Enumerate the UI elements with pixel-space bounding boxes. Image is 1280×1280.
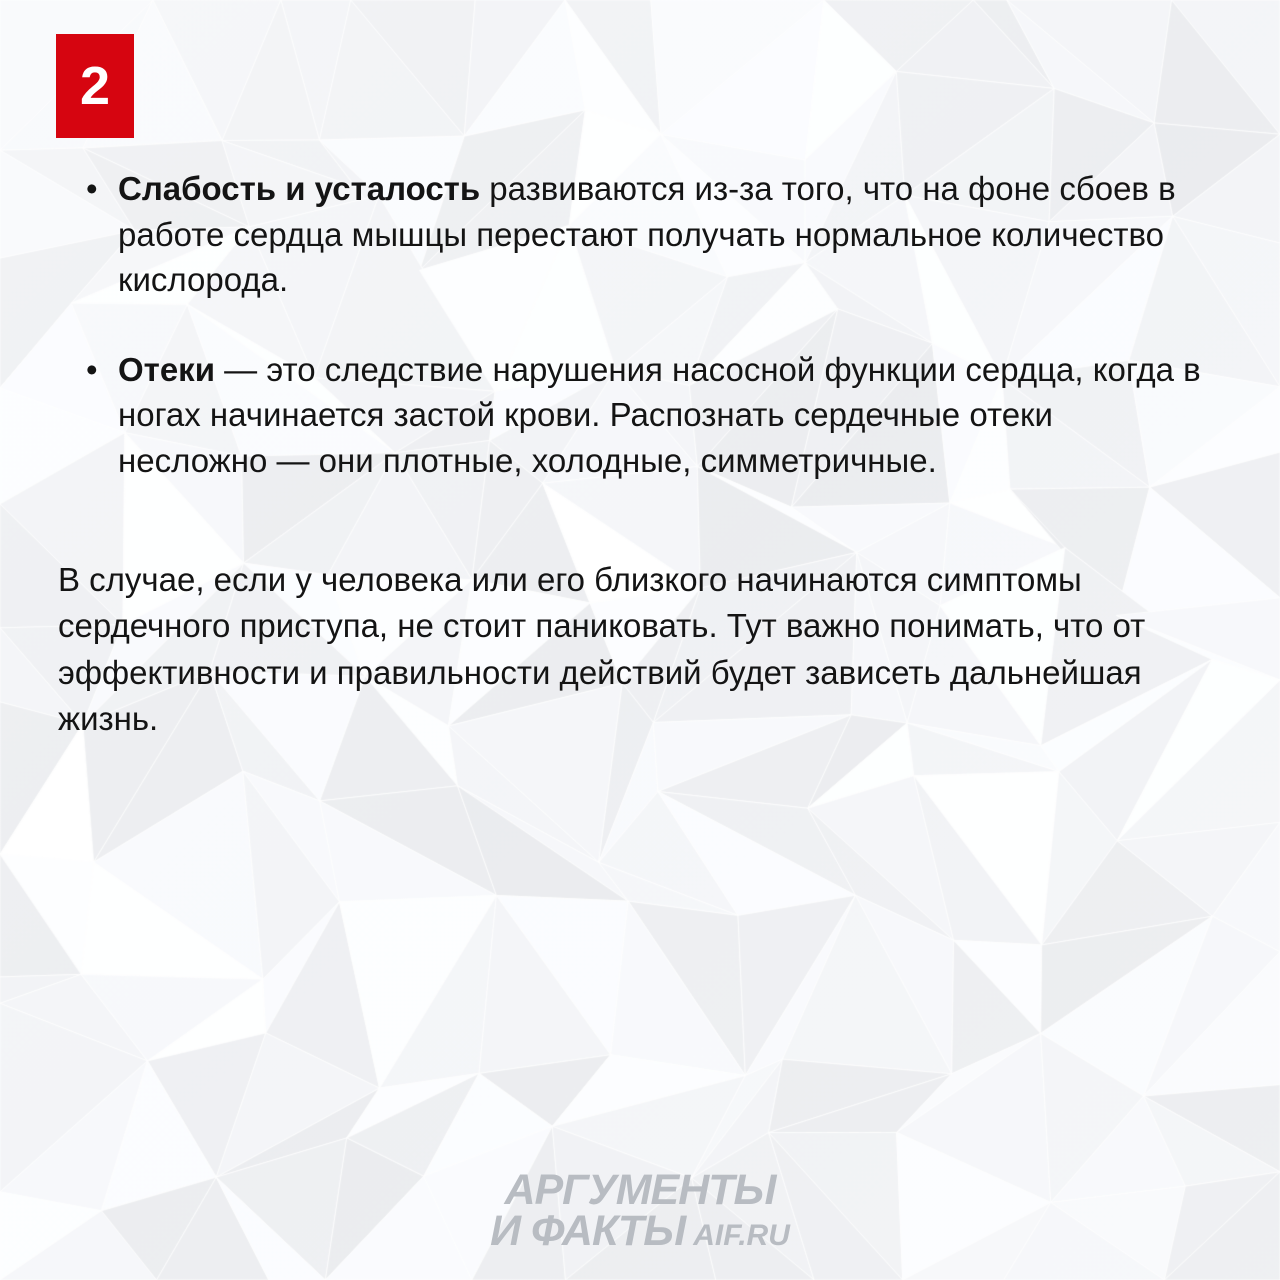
aif-logo-watermark <box>0 1166 1280 1256</box>
bullet-body-text: развиваются из-за того, что на фоне сбоев в работе сердца мышцы перестают получать нормальное количество кислорода. <box>118 170 1176 299</box>
bullet-marker-icon: • <box>86 350 98 388</box>
list-item <box>0 347 1280 484</box>
logo-line-2: И ФАКТЫ <box>490 1207 686 1256</box>
step-number-badge <box>56 34 134 138</box>
bullet-marker-icon: • <box>86 170 98 207</box>
logo-line-2-wrap <box>490 1207 790 1256</box>
closing-paragraph: В случае, если у человека или его близкого начинаются симптомы сердечного приступа, не стоит паниковать. Тут важно понимать, что от эффективности и правильности действий будет зависеть дальнейшая жизнь. <box>58 561 1146 737</box>
list-item <box>0 166 1280 303</box>
bullet-body-text: — это следствие нарушения насосной функции сердца, когда в ногах начинается застой крови. Распознать сердечные отеки несложно — они плотные, холодные, симметричные. <box>118 350 1201 479</box>
bullet-lead-text: Отеки <box>118 350 215 388</box>
bullet-lead-text: Слабость и усталость <box>118 170 481 207</box>
content-area <box>0 166 1280 742</box>
symptom-bullet-list <box>0 166 1280 483</box>
step-number-text: 2 <box>79 56 111 116</box>
logo-line-1: АРГУМЕНТЫ <box>504 1166 776 1215</box>
logo-domain: AIF.RU <box>693 1219 790 1253</box>
